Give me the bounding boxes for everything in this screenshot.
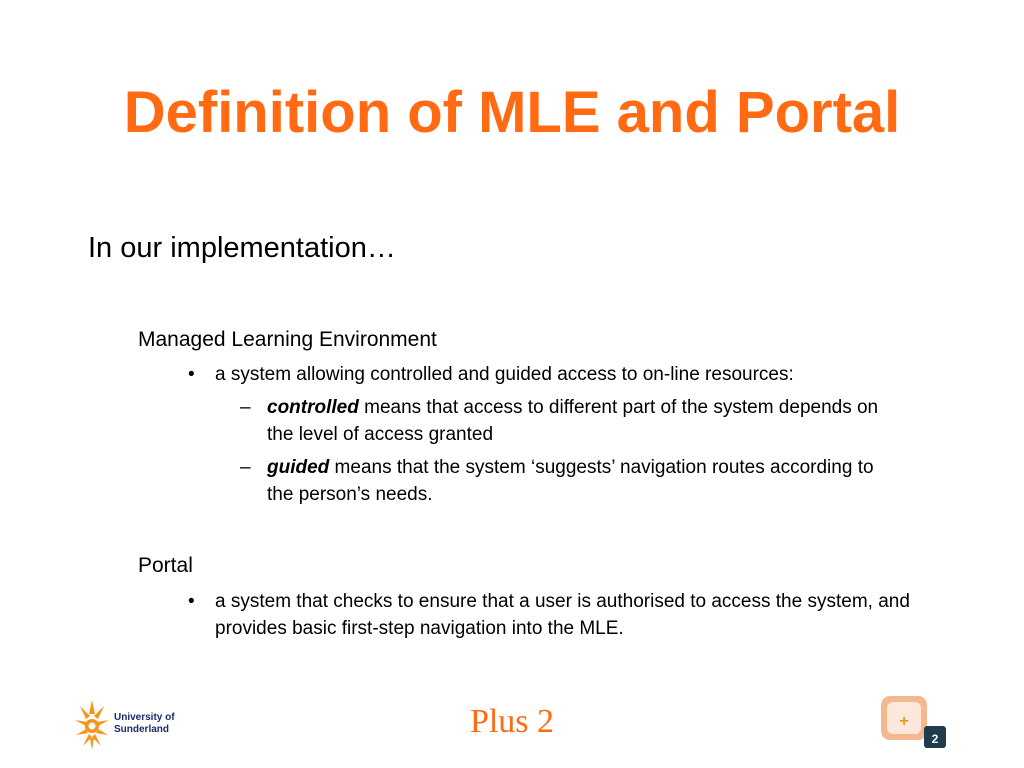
portal-heading: Portal — [138, 554, 193, 577]
icon-plus-glyph: + — [899, 713, 909, 730]
portal-bullet-text: a system that checks to ensure that a user is authorised to access the system, and provides basic first-step navigation into the MLE. — [215, 591, 910, 639]
mle-sub-item-controlled — [240, 394, 900, 448]
sub-item-content — [240, 454, 900, 508]
sub-item-text: means that the system ‘suggests’ navigation routes according to the person’s needs. — [267, 457, 874, 505]
mle-sub-item-guided — [240, 454, 900, 508]
sub-item-content — [240, 394, 900, 448]
mle-heading: Managed Learning Environment — [138, 328, 437, 351]
logo-line-2: Sunderland — [114, 724, 170, 735]
intro-text: In our implementation… — [88, 232, 396, 264]
plus-2-graphic — [878, 694, 952, 752]
term-guided: guided — [267, 457, 330, 478]
bullet-marker: • — [188, 591, 195, 612]
sub-item-text: means that access to different part of the system depends on the level of access granted — [267, 397, 879, 445]
plus-2-icon — [878, 694, 952, 752]
mle-bullet-text: a system allowing controlled and guided access to on-line resources: — [215, 364, 794, 385]
icon-number-glyph: 2 — [931, 732, 939, 746]
bullet-marker: • — [188, 364, 195, 385]
slide-title: Definition of MLE and Portal — [123, 80, 901, 145]
sub-bullet-marker: – — [240, 397, 251, 418]
term-controlled: controlled — [267, 397, 359, 418]
footer-plus-2-label: Plus 2 — [469, 703, 555, 740]
mle-bullet — [188, 361, 948, 388]
logo-line-1: University of — [114, 712, 175, 723]
sub-bullet-marker: – — [240, 457, 251, 478]
portal-bullet — [188, 588, 948, 642]
